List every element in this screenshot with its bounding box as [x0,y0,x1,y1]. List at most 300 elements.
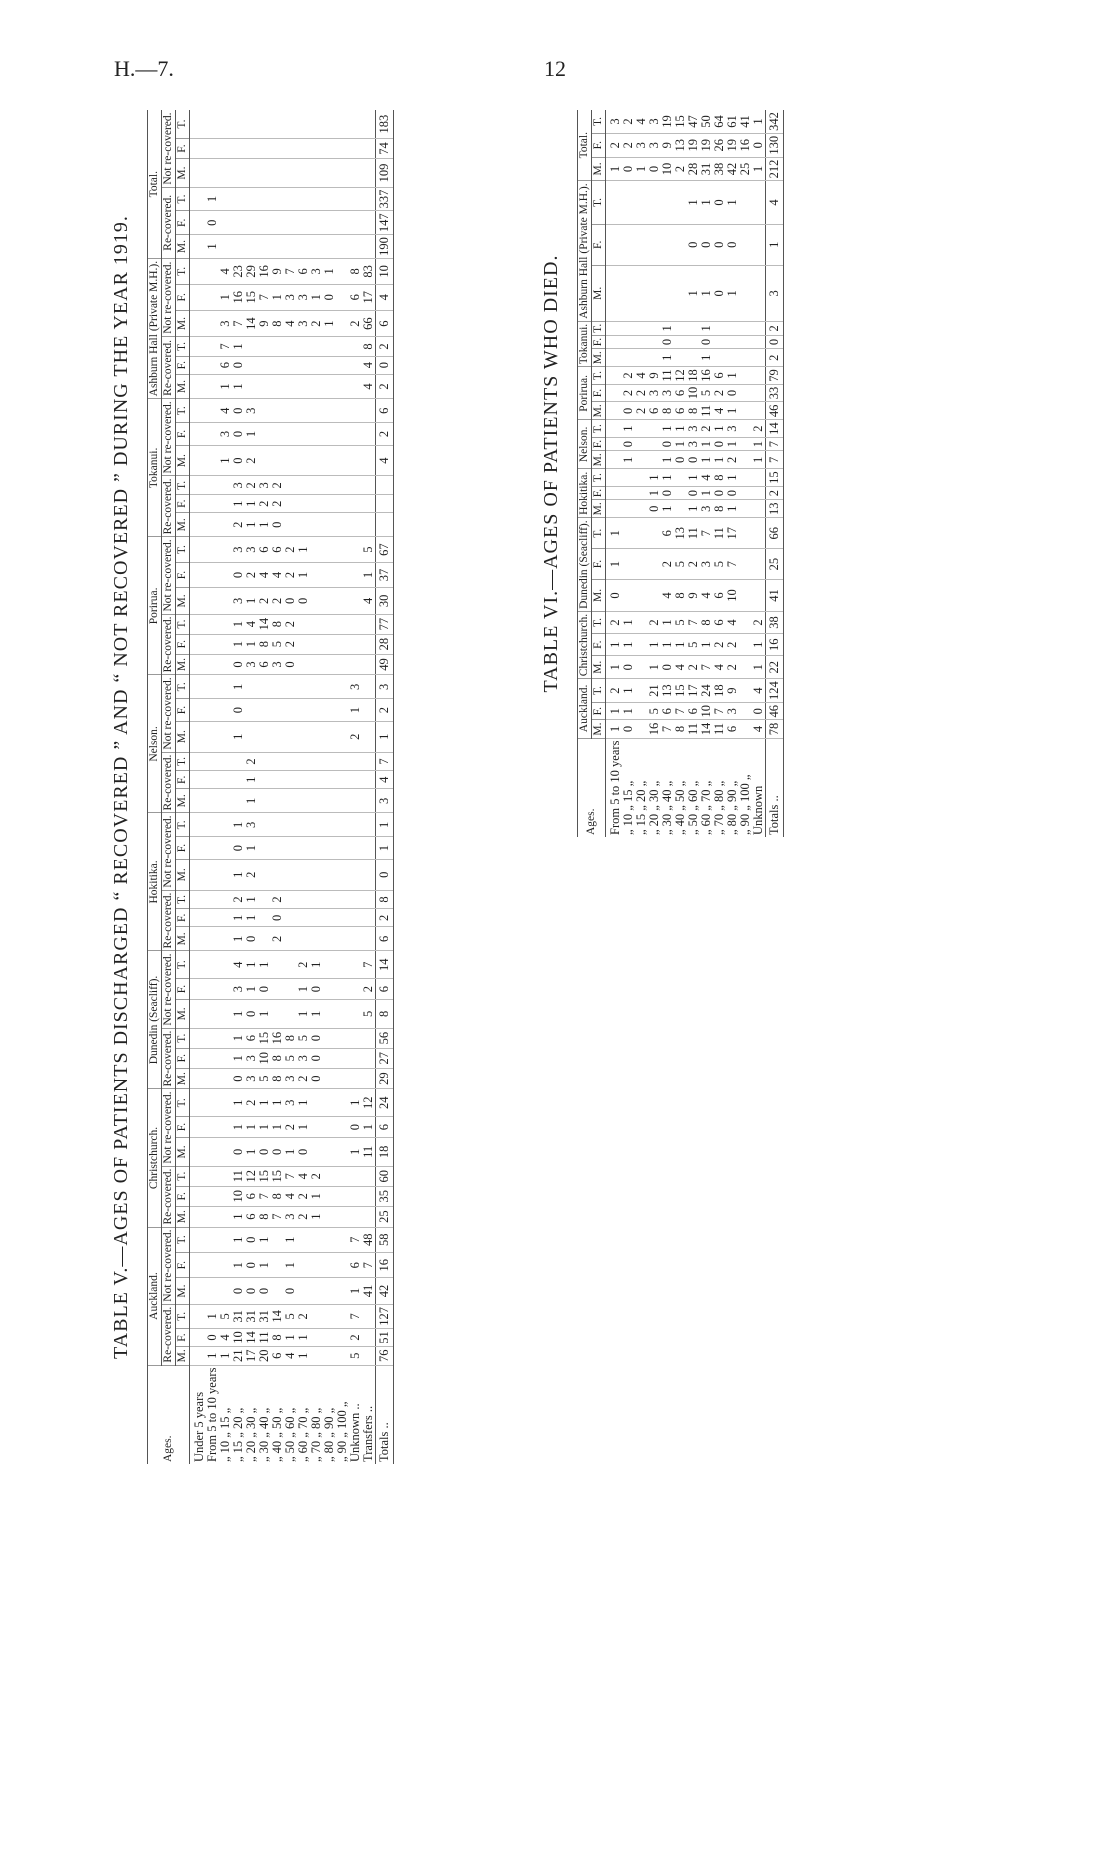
table-cell: 24 [700,679,713,703]
table-cell: 1 [661,349,674,367]
table-cell: 23 [232,258,245,284]
table-cell: 7 [700,518,713,549]
table-cell: 1 [752,110,766,133]
table-cell [271,813,284,837]
table-cell: 0 [700,335,713,348]
table-cell [349,187,362,211]
table-cell [297,138,310,159]
table-cell [284,399,297,423]
sex-header: T. [176,111,190,139]
table-cell [323,495,336,513]
table-cell [245,235,258,259]
table-cell [297,789,310,813]
sex-header: T. [592,420,606,438]
table-cell [362,1166,376,1186]
table-cell [206,752,219,771]
table-cell: 1 [687,265,700,321]
table-cell [190,909,207,927]
table-cell: 1 [258,1252,271,1277]
table-cell: 2 [752,420,766,438]
table-cell: 8 [271,614,284,634]
sex-header: T. [592,679,606,703]
table-cell [336,837,349,860]
table-cell: 3 [232,476,245,495]
table-cell [349,909,362,927]
table-row [245,111,258,1465]
table-cell: 1 [284,1329,297,1347]
age-label: „ 50 „ 60 „ [686,780,700,835]
table-cell [206,890,219,909]
table-cell [258,187,271,211]
sex-header: F. [176,1252,190,1277]
table-cell: 3 [661,384,674,402]
table-cell: 7 [674,702,687,720]
table-cell: 11 [258,1329,271,1347]
table-cell [190,1000,207,1029]
table-cell [323,445,336,476]
table-cell [362,211,376,235]
table-cell: 6 [713,611,726,633]
table-cell [190,752,207,771]
table-cell: 1 [206,235,219,259]
table-cell: 1 [258,1089,271,1117]
table-cell [739,224,752,265]
sex-header: T. [176,752,190,771]
table-cell: 15 [245,284,258,310]
table-cell [349,399,362,423]
table-cell [297,187,310,211]
table-cell [190,159,207,187]
subgroup-header: Re-covered. [162,1028,176,1089]
table-cell: 1 [606,720,623,738]
table-cell [190,337,207,356]
table-cell [648,181,661,224]
table-cell: 0 [713,265,726,321]
table-cell: 3 [310,258,323,284]
table-cell [336,1028,349,1048]
table-cell: 2 [622,384,635,402]
table-cell [323,588,336,614]
table-cell [739,265,752,321]
table-cell: 2 [271,476,284,495]
totals-row [766,110,784,837]
table-cell: 6 [245,1028,258,1048]
table-cell [190,1068,207,1089]
table-cell: 14 [245,310,258,337]
table-cell [310,1278,323,1304]
table-cell: 1 [310,1206,323,1227]
table-cell [258,337,271,356]
table-cell: 4 [297,1166,310,1186]
table-cell: 5 [700,384,713,402]
table-cell: 1 [766,224,784,265]
table-cell: 1 [297,537,310,562]
table-cell: 8 [674,580,687,612]
table-cell [310,445,323,476]
table-cell: 1 [284,1138,297,1167]
table-cell [284,837,297,860]
table-cell: 1 [232,927,245,951]
table-cell [219,752,232,771]
table-cell: 25 [766,549,784,580]
table-cell: 1 [700,265,713,321]
table-cell: 0 [661,335,674,348]
table-cell: 8 [271,1048,284,1068]
table-cell: 33 [766,384,784,402]
table-cell: 1 [297,1117,310,1138]
table-cell [284,356,297,374]
table-cell [284,374,297,399]
table-cell [606,437,623,450]
table-cell [271,1000,284,1029]
table-cell [362,423,376,446]
table-cell: 1 [606,157,623,181]
table-cell [310,495,323,513]
table-cell [349,1048,362,1068]
table-cell [245,675,258,699]
table-cell: 21 [648,679,661,703]
table-cell [206,909,219,927]
table-cell: 1 [752,437,766,450]
age-label: Transfers .. [361,1405,375,1462]
table-cell [336,654,349,675]
table-cell: 3 [284,1068,297,1089]
table-cell [190,111,207,139]
table-cell [284,890,297,909]
table-row [622,110,635,837]
table-cell: 2 [284,562,297,587]
table-cell: 14 [376,951,394,979]
table-cell [271,356,284,374]
table-cell: 42 [376,1278,394,1304]
table-cell [297,675,310,699]
institution-header: Porirua. [578,367,592,420]
table-cell [336,235,349,259]
table-cell: 0 [622,437,635,450]
table-cell [258,675,271,699]
table-cell [190,1186,207,1206]
table-cell [190,258,207,284]
table-cell: 1 [606,518,623,549]
table-cell: 15 [674,679,687,703]
table-cell: 0 [245,1278,258,1304]
institution-header: Christchurch. [148,1089,162,1227]
table-cell [336,423,349,446]
table-cell: 1 [661,500,674,518]
table-cell: 0 [245,927,258,951]
table-cell: 48 [362,1227,376,1252]
table-cell: 41 [362,1278,376,1304]
table-cell: 2 [606,679,623,703]
table-cell: 4 [635,110,648,133]
table-cell: 1 [232,909,245,927]
table-cell [362,1028,376,1048]
table-cell [190,771,207,789]
table-cell: 14 [700,720,713,738]
table-cell [245,138,258,159]
subgroup-header: Not re-covered. [162,1227,176,1304]
table-cell [635,451,648,469]
table-cell: 9 [271,258,284,284]
table-cell [206,1000,219,1029]
table-cell: 1 [232,1000,245,1029]
table-cell: 0 [310,1048,323,1068]
table-cell: 1 [271,1089,284,1117]
table-cell [323,789,336,813]
sex-header: T. [176,399,190,423]
table-cell [661,224,674,265]
table-cell: 3 [245,1068,258,1089]
table-cell [297,927,310,951]
age-label: „ 15 „ 20 „ [231,1407,245,1462]
table-cell: 4 [713,656,726,679]
table-cell: 0 [661,437,674,450]
institution-header: Auckland. [148,1227,162,1365]
table-cell: 4 [700,580,713,612]
table-cell: 7 [271,1206,284,1227]
table-cell [190,211,207,235]
table-cell: 1 [245,789,258,813]
table-cell [190,1329,207,1347]
table-cell [297,837,310,860]
table-cell [190,1252,207,1277]
table-cell: 9 [648,367,661,385]
table-cell: 0 [232,399,245,423]
table-row [726,110,739,837]
sex-header: M. [176,445,190,476]
table-cell: 7 [284,258,297,284]
table-cell: 64 [713,110,726,133]
table-cell [258,721,271,752]
table-cell: 7 [766,451,784,469]
table-cell [323,1028,336,1048]
table-cell [297,634,310,654]
table-cell [752,384,766,402]
table-cell [310,699,323,722]
table-cell: 3 [726,702,739,720]
table-cell: 2 [349,1329,362,1347]
table-cell: 3 [245,654,258,675]
table-cell [323,1048,336,1068]
table-cell: 0 [232,654,245,675]
table-cell [362,909,376,927]
table-cell: 1 [245,909,258,927]
table-cell: 1 [700,486,713,499]
table-cell: 1 [726,265,739,321]
table-cell [349,752,362,771]
table-cell [336,859,349,890]
table-cell [190,235,207,259]
table-cell: 46 [766,402,784,420]
table-cell: 1 [726,469,739,487]
sex-header: T. [176,951,190,979]
table-cell [284,721,297,752]
sex-header: F. [176,356,190,374]
table-cell [258,111,271,139]
table-cell: 4 [284,1186,297,1206]
table-cell: 1 [661,321,674,335]
table-cell: 5 [362,537,376,562]
age-label: „ 60 „ 70 „ [699,780,713,835]
table-cell: 9 [258,310,271,337]
sex-header: F. [176,1048,190,1068]
sex-header: M. [176,513,190,537]
table-cell: 2 [687,656,700,679]
table-cell: 1 [661,469,674,487]
table-cell [258,789,271,813]
table-cell: 46 [766,702,784,720]
table-cell: 1 [648,634,661,656]
table-cell [622,321,635,335]
table-cell [206,1252,219,1277]
table-cell [297,614,310,634]
table-cell: 7 [661,720,674,738]
table-cell: 1 [687,469,700,487]
table-cell: 0 [284,588,297,614]
table-cell [323,1227,336,1252]
table-cell [271,979,284,1000]
subgroup-header: Not re-covered. [162,675,176,752]
table-cell [206,813,219,837]
table-cell: 15 [258,1166,271,1186]
table-cell [349,423,362,446]
table-cell: 1 [232,721,245,752]
table-cell [190,654,207,675]
table-cell [206,513,219,537]
table-cell [606,265,623,321]
table-cell [336,187,349,211]
table-cell: 28 [376,634,394,654]
subgroup-header: Re-covered. [162,187,176,258]
table-cell: 2 [271,588,284,614]
sex-header: T. [176,476,190,495]
table-cell: 3 [245,1048,258,1068]
table-cell [219,111,232,139]
table-cell: 1 [622,451,635,469]
table-cell [336,909,349,927]
table-cell [271,138,284,159]
table-cell: 3 [245,399,258,423]
table-cell: 31 [258,1304,271,1328]
table-cell: 1 [310,284,323,310]
table-cell [323,159,336,187]
table-cell [713,349,726,367]
table-cell: 1 [713,451,726,469]
table-cell [606,367,623,385]
table-cell [206,562,219,587]
table-cell: 2 [310,1166,323,1186]
table-cell: 2 [766,486,784,499]
table-cell [310,890,323,909]
table-cell: 2 [622,133,635,157]
table-cell: 1 [245,423,258,446]
table-cell: 1 [297,1347,310,1366]
table-cell: 2 [297,1206,310,1227]
table-cell: 1 [726,500,739,518]
table-cell: 8 [687,402,700,420]
table-cell [206,927,219,951]
table-cell: 17 [245,1347,258,1366]
table-cell: 2 [606,133,623,157]
table-cell: 0 [622,720,635,738]
table-cell [284,235,297,259]
table-cell [310,337,323,356]
table-cell: 0 [687,486,700,499]
sex-header: M. [592,349,606,367]
table-cell: 1 [232,813,245,837]
table-cell: 1 [232,634,245,654]
table-cell: 2 [245,445,258,476]
table-cell [206,654,219,675]
table-cell [206,771,219,789]
table-cell: 0 [713,437,726,450]
table-cell [190,927,207,951]
table-cell [323,187,336,211]
table-cell [190,284,207,310]
table-cell: 16 [739,133,752,157]
table-cell [323,1278,336,1304]
table-cell: 16 [766,634,784,656]
sex-header: M. [592,265,606,321]
table-cell [310,1117,323,1138]
institution-header: Tokanui. [578,321,592,367]
table-cell: 5 [349,1347,362,1366]
table-cell: 1 [700,634,713,656]
table-cell: 2 [271,890,284,909]
table-cell: 1 [726,181,739,224]
table-cell: 0 [687,451,700,469]
table-cell [245,159,258,187]
ages-header: Ages. [578,738,606,837]
table-cell [271,837,284,860]
table-cell [284,111,297,139]
sex-header: T. [592,611,606,633]
table-cell: 21 [232,1347,245,1366]
table-row [606,110,623,837]
age-label: „ 80 „ 90 „ [322,1407,336,1462]
sex-header: F. [176,1329,190,1347]
table-cell: 3 [297,310,310,337]
table-cell [310,356,323,374]
age-label: „ 70 „ 80 „ [309,1407,323,1462]
table-cell [349,235,362,259]
table-cell [362,721,376,752]
table-cell [336,1048,349,1068]
age-label: From 5 to 10 years [608,740,622,835]
table-cell [336,562,349,587]
table-cell [349,771,362,789]
table-cell: 16 [376,1252,394,1277]
table-cell: 18 [376,1138,394,1167]
table-cell [336,476,349,495]
table-cell: 130 [766,133,784,157]
table-cell [297,211,310,235]
table-cell [190,837,207,860]
table-cell [323,837,336,860]
table-cell: 18 [713,679,726,703]
sex-header: M. [176,654,190,675]
table-cell: 3 [687,437,700,450]
table-cell [336,537,349,562]
table-cell: 109 [376,159,394,187]
table-cell [323,1138,336,1167]
table-cell [752,549,766,580]
table-cell [190,1089,207,1117]
table-cell: 3 [297,1048,310,1068]
table-cell [635,437,648,450]
table-cell [752,469,766,487]
table-cell: 0 [284,654,297,675]
